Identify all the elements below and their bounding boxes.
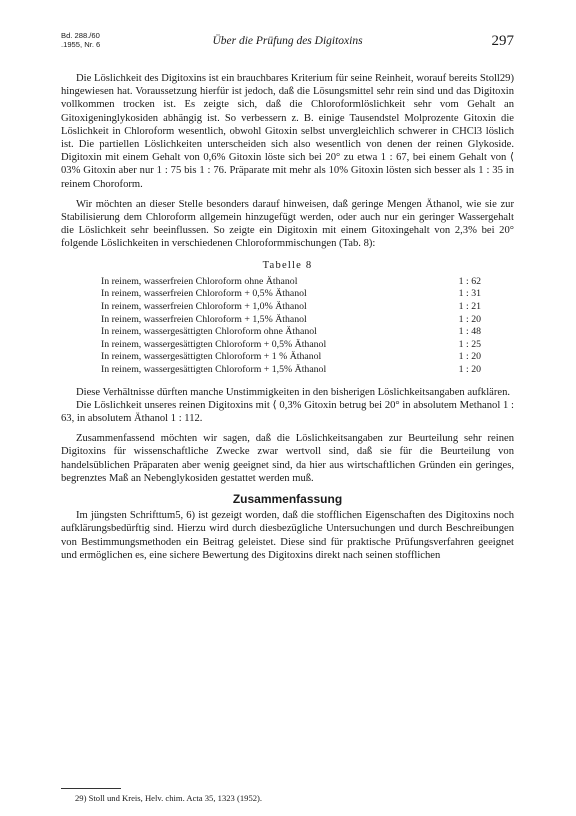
paragraph-discrepancies: Diese Verhältnisse dürften manche Unstimmigkeiten in den bisherigen Löslichkeitsangaben aufklären. bbox=[76, 386, 511, 398]
paragraph-solubility-criterion: Die Löslichkeit des Digitoxins ist ein brauchbares Kriterium für seine Reinheit, worauf bereits Stoll29) hingewiesen hat. Voraussetzung hierfür ist jedoch, daß die Lösungsmittel sehr rein sind und das Digitoxin vollkommen trocken ist. Es zeigte sich, daß die Chloroformlöslichkeit sehr vom Gehalt an Gitoxigeninglykosiden abhängig ist. So verbessern z. B. einige Tausendstel Molprozente Gitoxin die Löslichkeit in Chloroform wesentlich, obwohl Gitoxin selbst unvergleichlich schwerer in CHCl3 löslich ist. Die partiellen Löslichkeiten unterscheiden sich also wesentlich von denen der reinen Glykoside. Digitoxin mit einem Gehalt von 0,6% Gitoxin löste sich bei 20° zu etwa 1 : 67, bei einem Gehalt von ⟨ 03% Gitoxin aber nur 1 : 75 bis 1 : 76. Präparate mit mehr als 10% Gitoxin lösten sich besser als 1 : 35 in reinem Choroform. bbox=[61, 73, 514, 190]
table-row-value: 1 : 20 bbox=[458, 313, 481, 325]
table-row-label: In reinem, wasserfreien Chloroform + 1,5% Äthanol bbox=[101, 313, 307, 325]
table-row bbox=[101, 301, 481, 314]
table-row-label: In reinem, wasserfreien Chloroform ohne Äthanol bbox=[101, 275, 298, 287]
footnote-29: 29) Stoll und Kreis, Helv. chim. Acta 35, 1323 (1952). bbox=[75, 793, 263, 803]
solubility-table bbox=[101, 276, 481, 377]
table-row-label: In reinem, wassergesättigten Chloroform + 0,5% Äthanol bbox=[101, 338, 327, 350]
paragraph-summary-statement: Zusammenfassend möchten wir sagen, daß die Löslichkeitsangaben zur Beurteilung sehr reinen Digitoxins für wissenschaftliche Zwecke zwar wertvoll sind, daß sie für die Beurteilung von handelsüblichen Präparaten aber wenig geeignet sind, da hier aus wirtschaftlichen Gründen ein geringes, begrenztes Maß an Nebenglykosiden gestattet werden muß. bbox=[61, 433, 514, 484]
table-title: Tabelle 8 bbox=[262, 259, 313, 271]
table-row-value: 1 : 20 bbox=[458, 364, 481, 375]
footnote-divider bbox=[61, 788, 121, 789]
paragraph-ethanol-influence: Wir möchten an dieser Stelle besonders darauf hinweisen, daß geringe Mengen Äthanol, wie sie zur Stabilisierung dem Chloroform allgemein hinzugefügt werden, oder auch nur ein geringer Wassergehalt die Löslichkeit sehr beeinflussen. So zeigte ein Digitoxin mit einem Gitoxingehalt von 2,3% bei 20° folgende Löslichkeiten in verschiedenen Chloroformmischungen (Tab. 8): bbox=[61, 198, 514, 250]
table-row-value: 1 : 48 bbox=[458, 326, 481, 338]
paragraph-summary: Im jüngsten Schrifttum5, 6) ist gezeigt worden, daß die stofflichen Eigenschaften des Digitoxins noch aufklärungsbedürftig sind. Hierzu wird durch diesbezügliche Untersuchungen und durch Beschreibungen von Bestimmungsmethoden ein Beitrag geleistet. Diese sind für praktische Prüfungsverfahren geeignet und ermöglichen es, eine sichere Bewertung des Digitoxins direkt nach seinen stofflichen bbox=[61, 510, 514, 561]
page-header bbox=[61, 28, 514, 58]
article-body bbox=[61, 72, 514, 562]
table-row bbox=[101, 276, 481, 289]
table-row bbox=[101, 314, 481, 327]
table-row bbox=[101, 351, 481, 364]
table-row bbox=[101, 326, 481, 339]
running-title: Über die Prüfung des Digitoxins bbox=[212, 35, 363, 47]
paragraph-methanol-ethanol: Die Löslichkeit unseres reinen Digitoxins mit ⟨ 0,3% Gitoxin betrug bei 20° in absolutem Methanol 1 : 63, in absolutem Äthanol 1 : 112. bbox=[61, 399, 514, 424]
table-row bbox=[101, 364, 481, 377]
table-row-value: 1 : 31 bbox=[458, 288, 481, 300]
table-row-label: In reinem, wassergesättigten Chloroform + 1 % Äthanol bbox=[101, 351, 322, 363]
table-row-value: 1 : 21 bbox=[458, 301, 481, 313]
table-row bbox=[101, 339, 481, 352]
table-row-value: 1 : 25 bbox=[458, 338, 481, 350]
table-row-value: 1 : 20 bbox=[458, 351, 481, 363]
table-row-label: In reinem, wasserfreien Chloroform + 1,0% Äthanol bbox=[101, 301, 307, 313]
table-row-label: In reinem, wassergesättigten Chloroform + 1,5% Äthanol bbox=[101, 364, 327, 375]
table-row-label: In reinem, wasserfreien Chloroform + 0,5% Äthanol bbox=[101, 288, 307, 300]
table-row-label: In reinem, wassergesättigten Chloroform ohne Äthanol bbox=[101, 326, 317, 338]
volume-line: Bd. 288./60 bbox=[61, 31, 100, 40]
table-row bbox=[101, 288, 481, 301]
section-heading-summary: Zusammenfassung bbox=[232, 492, 343, 507]
table-row-value: 1 : 62 bbox=[458, 275, 481, 287]
issue-line: .1955, Nr. 6 bbox=[61, 39, 101, 49]
page-number: 297 bbox=[491, 33, 514, 49]
